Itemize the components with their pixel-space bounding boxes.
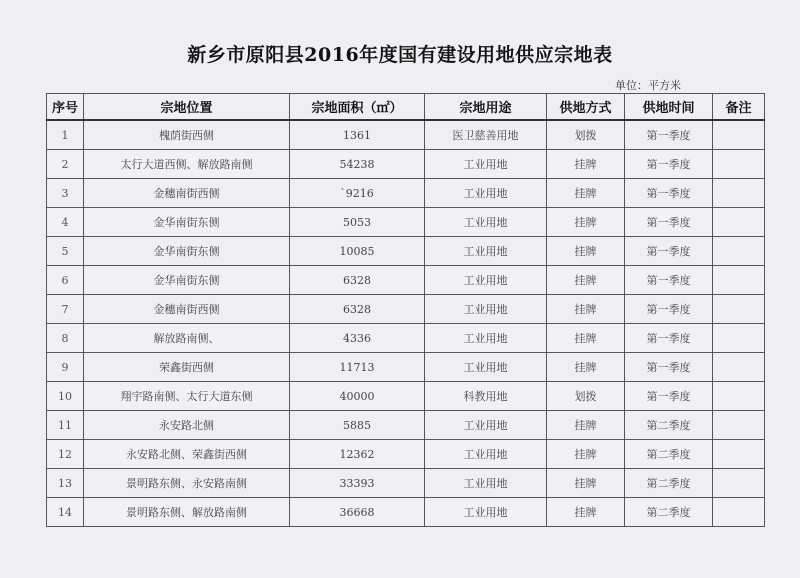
cell-method: 划拨	[547, 120, 625, 150]
cell-method: 挂牌	[547, 353, 625, 382]
cell-area: 40000	[290, 382, 425, 411]
cell-area: 36668	[290, 498, 425, 527]
table-row	[47, 382, 765, 411]
table-row	[47, 440, 765, 469]
cell-area: 10085	[290, 237, 425, 266]
cell-area: 54238	[290, 150, 425, 179]
header-use: 宗地用途	[425, 94, 547, 121]
cell-time: 第一季度	[625, 295, 713, 324]
cell-note	[713, 266, 765, 295]
cell-area: 33393	[290, 469, 425, 498]
cell-note	[713, 295, 765, 324]
cell-note	[713, 440, 765, 469]
table-row	[47, 324, 765, 353]
cell-no: 7	[47, 295, 84, 324]
cell-use: 工业用地	[425, 498, 547, 527]
cell-use: 医卫慈善用地	[425, 120, 547, 150]
cell-area: `9216	[290, 179, 425, 208]
cell-use: 工业用地	[425, 150, 547, 179]
unit-label: 单位：平方米	[615, 79, 681, 92]
cell-no: 1	[47, 120, 84, 150]
cell-area: 1361	[290, 120, 425, 150]
cell-area: 5053	[290, 208, 425, 237]
table-row	[47, 498, 765, 527]
cell-location: 荣鑫街西侧	[84, 353, 290, 382]
cell-time: 第一季度	[625, 120, 713, 150]
cell-note	[713, 324, 765, 353]
cell-method: 挂牌	[547, 208, 625, 237]
cell-area: 4336	[290, 324, 425, 353]
cell-no: 8	[47, 324, 84, 353]
cell-note	[713, 208, 765, 237]
cell-area: 11713	[290, 353, 425, 382]
cell-no: 6	[47, 266, 84, 295]
cell-no: 14	[47, 498, 84, 527]
cell-method: 挂牌	[547, 469, 625, 498]
land-supply-table	[46, 93, 765, 527]
document-title: 新乡市原阳县2016年度国有建设用地供应宗地表	[187, 44, 613, 66]
cell-time: 第一季度	[625, 179, 713, 208]
cell-location: 金华南街东侧	[84, 237, 290, 266]
cell-location: 金华南街东侧	[84, 208, 290, 237]
cell-note	[713, 411, 765, 440]
cell-use: 工业用地	[425, 469, 547, 498]
cell-no: 4	[47, 208, 84, 237]
cell-use: 工业用地	[425, 208, 547, 237]
cell-location: 金穗南街西侧	[84, 179, 290, 208]
cell-method: 挂牌	[547, 295, 625, 324]
cell-location: 槐荫街西侧	[84, 120, 290, 150]
cell-no: 5	[47, 237, 84, 266]
cell-area: 12362	[290, 440, 425, 469]
header-note: 备注	[713, 94, 765, 121]
cell-time: 第一季度	[625, 324, 713, 353]
cell-time: 第二季度	[625, 411, 713, 440]
cell-time: 第一季度	[625, 150, 713, 179]
cell-no: 10	[47, 382, 84, 411]
cell-location: 景明路东侧、解放路南侧	[84, 498, 290, 527]
cell-method: 挂牌	[547, 411, 625, 440]
cell-use: 工业用地	[425, 237, 547, 266]
table-row	[47, 266, 765, 295]
header-area: 宗地面积（㎡）	[290, 94, 425, 121]
table-row	[47, 237, 765, 266]
cell-use: 工业用地	[425, 266, 547, 295]
cell-location: 翔宇路南侧、太行大道东侧	[84, 382, 290, 411]
cell-use: 工业用地	[425, 353, 547, 382]
table-row	[47, 179, 765, 208]
cell-note	[713, 353, 765, 382]
cell-location: 金华南街东侧	[84, 266, 290, 295]
cell-time: 第二季度	[625, 469, 713, 498]
cell-no: 12	[47, 440, 84, 469]
cell-use: 工业用地	[425, 411, 547, 440]
cell-use: 工业用地	[425, 324, 547, 353]
table-row	[47, 208, 765, 237]
header-no: 序号	[47, 94, 84, 121]
cell-method: 划拨	[547, 382, 625, 411]
cell-no: 11	[47, 411, 84, 440]
cell-method: 挂牌	[547, 150, 625, 179]
cell-no: 3	[47, 179, 84, 208]
cell-note	[713, 150, 765, 179]
cell-time: 第二季度	[625, 498, 713, 527]
cell-note	[713, 469, 765, 498]
cell-method: 挂牌	[547, 179, 625, 208]
header-location: 宗地位置	[84, 94, 290, 121]
cell-note	[713, 382, 765, 411]
cell-note	[713, 237, 765, 266]
cell-location: 景明路东侧、永安路南侧	[84, 469, 290, 498]
cell-time: 第一季度	[625, 237, 713, 266]
cell-time: 第一季度	[625, 208, 713, 237]
header-time: 供地时间	[625, 94, 713, 121]
cell-area: 6328	[290, 295, 425, 324]
header-method: 供地方式	[547, 94, 625, 121]
cell-no: 2	[47, 150, 84, 179]
table-row	[47, 120, 765, 150]
cell-use: 工业用地	[425, 179, 547, 208]
cell-use: 工业用地	[425, 295, 547, 324]
table-row	[47, 295, 765, 324]
table-row	[47, 469, 765, 498]
cell-area: 5885	[290, 411, 425, 440]
cell-method: 挂牌	[547, 440, 625, 469]
table-header-row	[47, 94, 765, 121]
cell-location: 金穗南街西侧	[84, 295, 290, 324]
cell-use: 科教用地	[425, 382, 547, 411]
cell-location: 解放路南侧、	[84, 324, 290, 353]
cell-note	[713, 498, 765, 527]
cell-method: 挂牌	[547, 266, 625, 295]
cell-location: 永安路北侧	[84, 411, 290, 440]
cell-note	[713, 179, 765, 208]
cell-location: 永安路北侧、荣鑫街西侧	[84, 440, 290, 469]
cell-method: 挂牌	[547, 237, 625, 266]
cell-no: 9	[47, 353, 84, 382]
cell-method: 挂牌	[547, 498, 625, 527]
cell-location: 太行大道西侧、解放路南侧	[84, 150, 290, 179]
cell-note	[713, 120, 765, 150]
table-row	[47, 353, 765, 382]
cell-time: 第一季度	[625, 353, 713, 382]
cell-area: 6328	[290, 266, 425, 295]
table-row	[47, 150, 765, 179]
cell-time: 第一季度	[625, 266, 713, 295]
cell-time: 第二季度	[625, 440, 713, 469]
cell-method: 挂牌	[547, 324, 625, 353]
cell-time: 第一季度	[625, 382, 713, 411]
cell-no: 13	[47, 469, 84, 498]
table-row	[47, 411, 765, 440]
cell-use: 工业用地	[425, 440, 547, 469]
